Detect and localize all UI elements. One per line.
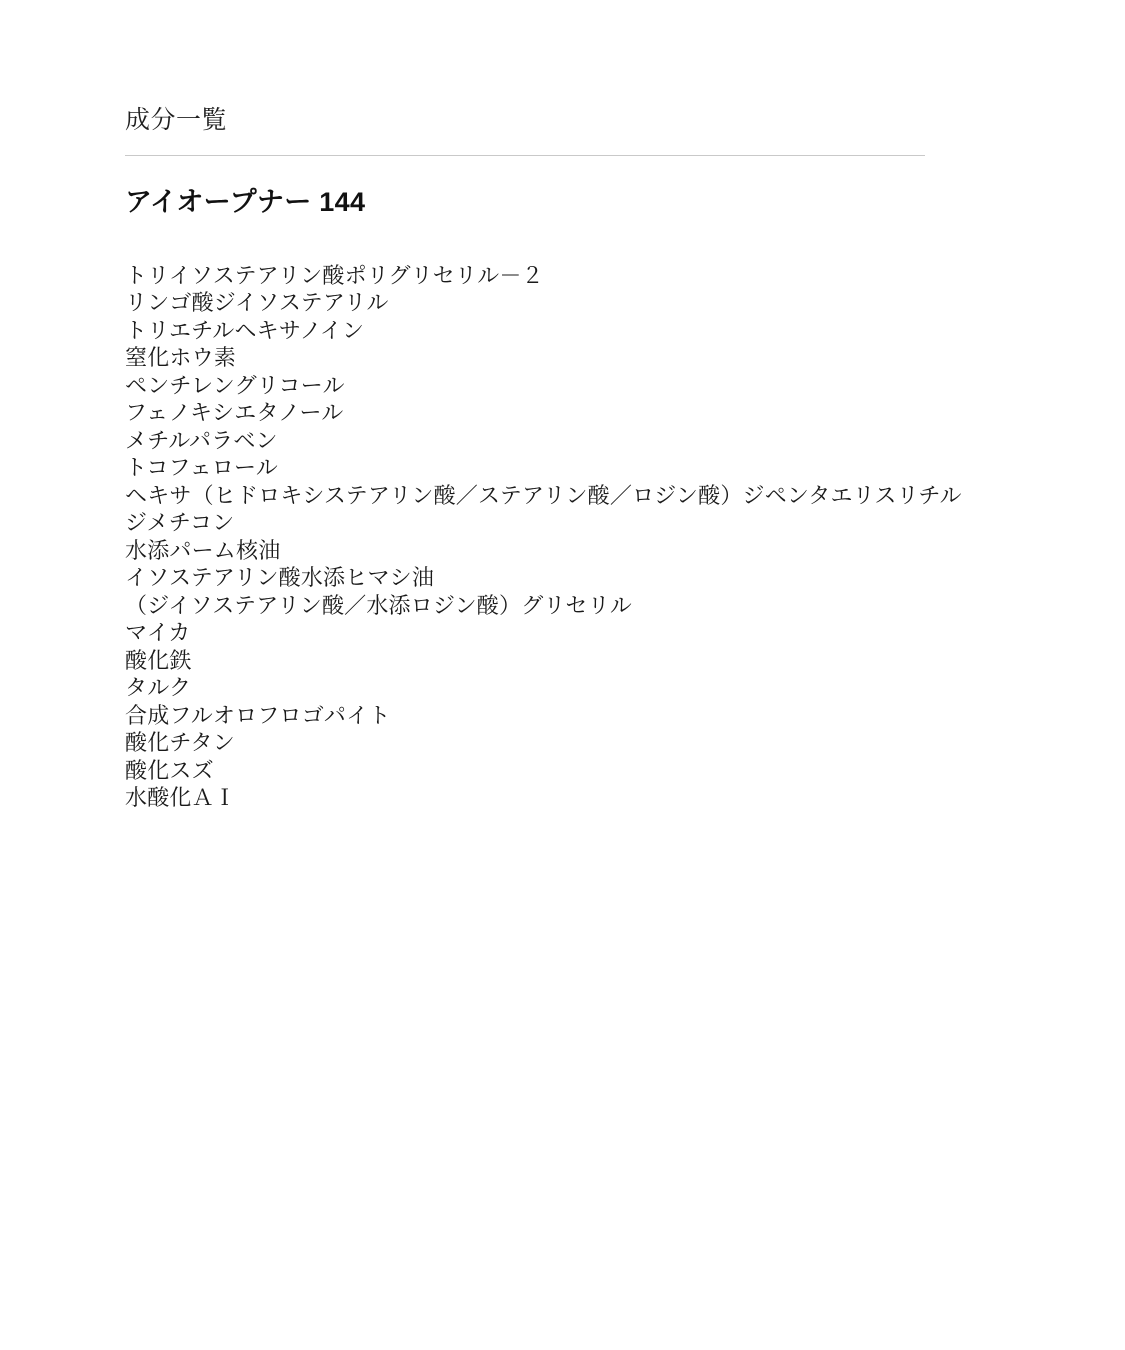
list-item: 窒化ホウ素 xyxy=(125,345,237,371)
list-item: ペンチレングリコール xyxy=(125,372,345,398)
list-item: 合成フルオロフロゴパイト xyxy=(125,702,391,728)
page-title: 成分一覧 xyxy=(125,106,228,134)
list-item: トリエチルヘキサノイン xyxy=(125,317,365,343)
list-item: ジメチコン xyxy=(125,510,235,536)
list-item: 水酸化ＡＩ xyxy=(125,785,237,811)
list-item: 酸化スズ xyxy=(125,757,214,783)
list-item: トコフェロール xyxy=(125,455,278,481)
list-item: 酸化チタン xyxy=(125,730,235,756)
list-item: マイカ xyxy=(125,620,191,646)
list-item: 水添パーム核油 xyxy=(125,537,281,563)
list-item: メチルパラベン xyxy=(125,427,278,453)
product-name-heading: アイオープナー 144 xyxy=(125,186,366,217)
list-item: フェノキシエタノール xyxy=(125,400,344,426)
list-item: リンゴ酸ジイソステアリル xyxy=(125,290,389,316)
list-item: ヘキサ（ヒドロキシステアリン酸／ステアリン酸／ロジン酸）ジペンタエリスリチル xyxy=(125,482,962,508)
list-item: 酸化鉄 xyxy=(125,647,192,673)
list-item: （ジイソステアリン酸／水添ロジン酸）グリセリル xyxy=(125,592,632,618)
list-item: タルク xyxy=(125,675,192,701)
list-item: トリイソステアリン酸ポリグリセリル－２ xyxy=(125,262,544,288)
ingredient-list xyxy=(125,220,1000,812)
list-item: イソステアリン酸水添ヒマシ油 xyxy=(125,565,435,591)
